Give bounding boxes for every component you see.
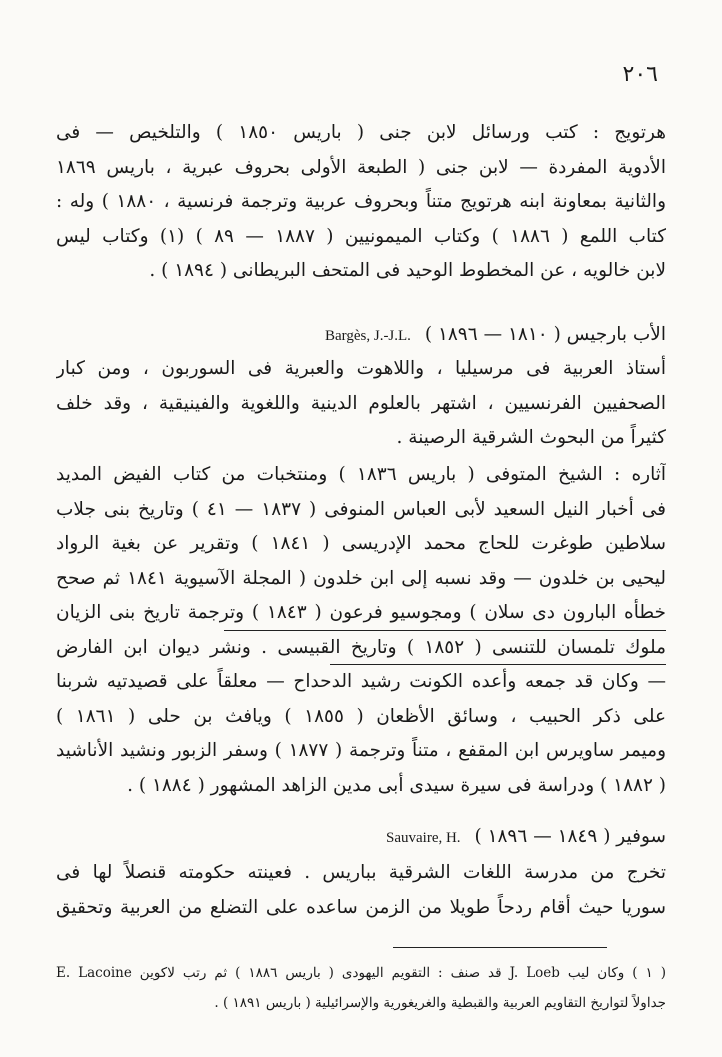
heading-latin: Sauvaire, H. [386, 830, 461, 846]
text-line: الصحفيين الفرنسيين ، اشتهر بالعلوم الدينية واللغوية والفينيقية ، وقد خلف [56, 392, 666, 414]
text-line: لابن خالويه ، عن المخطوط الوحيد فى المتحف البريطانى ( ١٨٩٤ ) . [149, 260, 666, 281]
text-line: ملوك تلمسان للتنسى ( ١٨٥٢ ) وتاريخ القبيسى . ونشر ديوان ابن الفارض [56, 636, 666, 658]
entry-heading-barges [56, 320, 666, 351]
sauvaire-bio-paragraph [56, 856, 666, 925]
footnote-line: ( ١ ) وكان ليب J. Loeb قد صنف : التقويم اليهودى ( باريس ١٨٨٦ ) ثم رتب لاكوين E. Lacoine [56, 965, 666, 981]
heading-latin: Bargès, J.-J.L. [324, 328, 411, 344]
text-line: الأدوية المفردة — لابن جنى ( الطبعة الأولى بحروف عبرية ، باريس ١٨٦٩ [56, 156, 666, 178]
text-line: آثاره : الشيخ المتوفى ( باريس ١٨٣٦ ) ومنتخبات من كتاب الفيض المديد [56, 464, 666, 485]
text-line: كثيراً من البحوث الشرقية الرصينة . [396, 427, 666, 448]
text-line: أستاذ العربية فى مرسيليا ، واللاهوت والعبرية فى السوربون ، ومن كبار [56, 358, 666, 379]
barges-bio-paragraph [56, 352, 666, 456]
text-line: — وكان قد جمعه وأعده الكونت رشيد الدحداح — معلقاً على قصيدتيه شربنا [56, 671, 666, 692]
footnote [56, 958, 666, 1018]
text-line: كتاب اللمع ( ١٨٨٦ ) وكتاب الميمونيين ( ١٨٨٧ — ٨٩ ) (١) وكتاب ليس [56, 225, 666, 247]
text-line: ليحيى بن خلدون — وقد نسبه إلى ابن خلدون ( المجلة الآسيوية ١٨٤١ ثم صحح [56, 567, 666, 589]
page-number: ٢٠٦ [622, 62, 658, 87]
entry-heading-sauvaire [56, 822, 666, 853]
text-line: هرتويج : كتب ورسائل لابن جنى ( باريس ١٨٥٠ ) والتلخيص — فى [56, 122, 666, 143]
heading-arabic: الأب بارجيس ( ١٨١٠ — ١٨٩٦ ) [424, 324, 666, 345]
footnote-line: جداولاً لتواريخ التقاويم العربية والقبطية والغريغورية والإسرائيلية ( باريس ١٨٩١ ) . [214, 995, 666, 1011]
text-line: سلاطين طوغرت للحاج محمد الإدريسى ( ١٨٤١ ) وتقرير عن بغية الرواد [56, 533, 666, 554]
text-line: تخرج من مدرسة اللغات الشرقية بباريس . فعينته حكومته قنصلاً لها فى [56, 862, 666, 883]
text-line: على ذكر الحبيب ، وسائق الأظعان ( ١٨٥٥ ) ويافث بن حلى ( ١٨٦١ ) [56, 705, 666, 727]
text-line: ( ١٨٨٢ ) ودراسة فى سيرة سيدى أبى مدين الزاهد المشهور ( ١٨٨٤ ) . [127, 774, 666, 796]
text-line: سوريا حيث أقام ردحاً طويلا من الزمن ساعده على التضلع من العربية وتحقيق [56, 896, 666, 918]
pen-underline [330, 664, 666, 665]
footnote-divider [393, 947, 607, 948]
heading-arabic: سوفير ( ١٨٤٩ — ١٨٩٦ ) [474, 826, 666, 847]
text-line: خطأه البارون دى سلان ) ومجوسيو فرعون ( ١٨٤٣ ) وترجمة تاريخ بنى الزيان [56, 602, 666, 623]
text-line: والثانية بمعاونة ابنه هرتويج متناً وبحروف عربية وترجمة فرنسية ، ١٨٨٠ ) وله : [56, 191, 666, 212]
pen-underline [224, 630, 666, 631]
intro-paragraph [56, 116, 666, 289]
text-line: فى أخبار النيل السعيد لأبى العباس المنوفى ( ١٨٣٧ — ٤١ ) وتاريخ بنى جلاب [56, 498, 666, 520]
text-line: وميمر ساويرس ابن المقفع ، متناً وترجمة ( ١٨٧٧ ) وسفر الزبور ونشيد الأناشيد [56, 740, 666, 761]
